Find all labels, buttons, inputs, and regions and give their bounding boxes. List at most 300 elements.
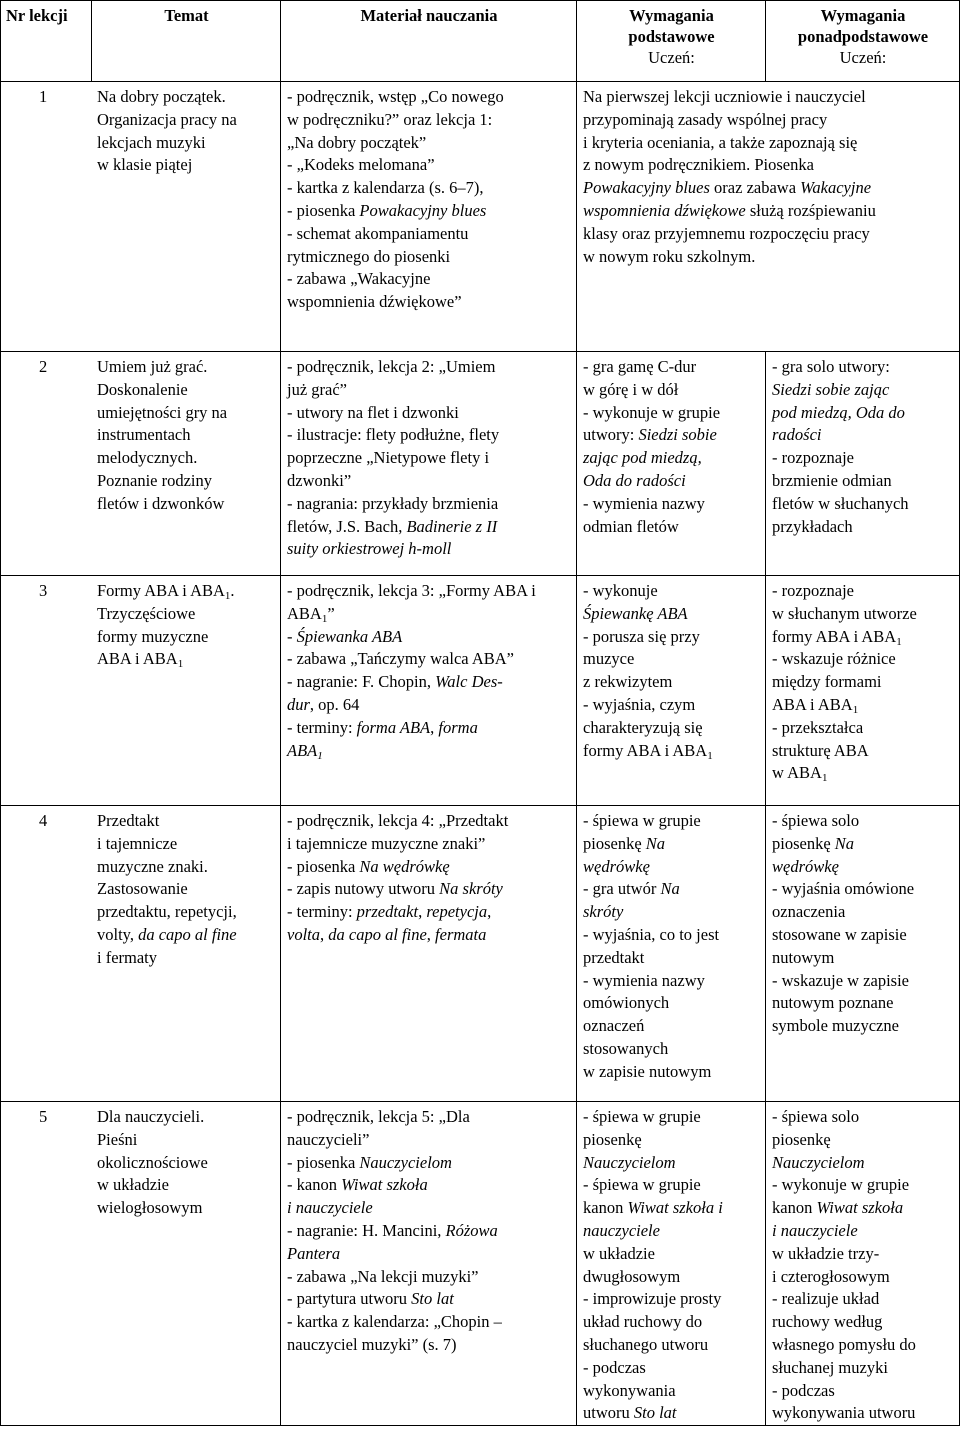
text-run: volta [287, 924, 320, 944]
text-line [772, 1266, 955, 1289]
text-run: - realizuje układ [772, 1289, 880, 1309]
lesson-number-cell [1, 82, 281, 352]
text-line [287, 856, 572, 879]
text-line [583, 626, 761, 649]
text-run: przypominają zasady wspólnej pracy [583, 109, 828, 129]
text-run: i kryteria oceniania, a także zapoznają się [583, 132, 858, 152]
text-line [583, 379, 761, 402]
text-run: w nowym roku szkolnym. [583, 246, 756, 266]
text-line [583, 878, 761, 901]
text-run: Różowa [445, 1220, 498, 1240]
text-run: - kartka z kalendarza: „Chopin – [287, 1312, 502, 1332]
text-run: - zabawa „Tańczymy walca ABA” [287, 649, 514, 669]
topic-line: w klasie piątej [97, 155, 193, 175]
text-run: nauczycieli” [287, 1129, 370, 1149]
text-run: w układzie trzy- [772, 1243, 880, 1263]
text-run: zając pod miedzą, [583, 448, 702, 468]
text-line [772, 833, 955, 856]
text-line [583, 833, 761, 856]
text-run: Sto lat [633, 1403, 677, 1423]
text-run: , [426, 924, 436, 944]
lesson-number: 4 [39, 811, 48, 830]
text-run: utwory: [583, 425, 639, 445]
text-line [583, 810, 761, 833]
text-line [583, 1174, 761, 1197]
text-run: - „Kodeks melomana” [287, 155, 435, 175]
text-line [772, 924, 955, 947]
text-run: - śpiewa solo [772, 811, 860, 830]
text-run: - nagranie: F. Chopin, [287, 672, 436, 692]
text-line [772, 992, 955, 1015]
text-run: dwugłosowym [583, 1266, 681, 1286]
text-run: muzyce [583, 649, 635, 669]
text-line [772, 717, 955, 740]
text-line [772, 580, 955, 603]
text-line [287, 268, 572, 291]
text-run: Na [645, 833, 666, 853]
text-run: Na [834, 833, 855, 853]
text-line [772, 447, 955, 470]
text-run: - terminy: [287, 902, 357, 922]
text-line [772, 1152, 955, 1175]
lesson-number-cell [1, 352, 281, 576]
topic-line: Doskonalenie [97, 379, 188, 399]
text-run: Oda do radości [583, 470, 686, 490]
topic-line: Poznanie rodziny [97, 470, 213, 490]
text-run: utworu [583, 1403, 634, 1423]
text-run: - piosenka [287, 200, 360, 220]
topic-line: przedtaktu, repetycji, [97, 902, 237, 922]
text-line [583, 86, 955, 109]
text-run: wędrówkę [583, 856, 650, 876]
text-run: Siedzi sobie [638, 425, 717, 445]
text-run: w podręczniku?” oraz lekcja 1: [287, 109, 493, 129]
topic-line: volty, da capo al fine [97, 924, 237, 944]
requirements-basic-cell [577, 576, 766, 806]
text-run: 1 [317, 749, 323, 762]
text-run: - piosenka [287, 856, 360, 876]
text-run: - śpiewa w grupie [583, 1175, 701, 1195]
text-line [583, 402, 761, 425]
text-line [583, 1197, 761, 1220]
text-run: odmian fletów [583, 516, 679, 536]
text-line [772, 379, 955, 402]
lesson-row [1, 352, 960, 576]
text-run: układ ruchowy do [583, 1312, 703, 1332]
header-row [1, 1, 960, 82]
lesson-topic [97, 356, 227, 516]
topic-line: i tajemnicze [97, 833, 178, 853]
text-line [583, 947, 761, 970]
text-run: wspomnienia dźwiękowe [583, 200, 746, 220]
text-line [287, 493, 572, 516]
topic-line: instrumentach [97, 425, 191, 445]
text-run: , [430, 717, 439, 737]
text-run: skróty [583, 902, 624, 922]
text-run: symbole muzyczne [772, 1016, 899, 1036]
text-run: nauczyciel muzyki” (s. 7) [287, 1334, 457, 1354]
text-line [287, 1220, 572, 1243]
text-line [583, 424, 761, 447]
text-line [583, 1220, 761, 1243]
text-line [287, 603, 572, 626]
requirements-merged-cell [577, 82, 960, 352]
text-run: nutowym poznane [772, 993, 894, 1013]
topic-line: i fermaty [97, 947, 158, 967]
text-run: Na skróty [439, 879, 503, 899]
text-run: kanon [583, 1198, 628, 1218]
text-line [772, 762, 955, 785]
text-line [772, 856, 955, 879]
text-line [772, 402, 955, 425]
text-run: - piosenka [287, 1152, 360, 1172]
lesson-number: 5 [39, 1107, 48, 1126]
text-line [583, 1311, 761, 1334]
text-run: Na [660, 879, 680, 899]
text-line [583, 1015, 761, 1038]
text-line [583, 648, 761, 671]
text-line [287, 402, 572, 425]
text-line [772, 603, 955, 626]
text-line [287, 694, 572, 717]
text-line [583, 1380, 761, 1403]
text-line [583, 671, 761, 694]
lesson-rows [1, 82, 960, 1426]
topic-line: Zastosowanie [97, 879, 188, 899]
text-line [583, 177, 955, 200]
text-run: Sto lat [411, 1289, 454, 1309]
header-nr: Nr lekcji [1, 1, 92, 82]
lesson-topic [97, 810, 237, 970]
text-run: Wiwat szkoła [341, 1175, 428, 1195]
text-run: oznaczenia [772, 902, 846, 922]
text-run: charakteryzują się [583, 717, 703, 737]
topic-line: Trzyczęściowe [97, 603, 196, 623]
text-run: Nauczycielom [359, 1152, 452, 1172]
text-run: - wykonuje w grupie [772, 1175, 910, 1195]
text-run: - terminy: [287, 717, 357, 737]
text-run: stosowanych [583, 1038, 669, 1058]
topic-line: Pieśni [97, 1129, 138, 1149]
requirements-basic-cell [577, 1102, 766, 1426]
text-line [772, 424, 955, 447]
lesson-number: 2 [39, 357, 48, 376]
text-line [583, 154, 955, 177]
text-run: - wyjaśnia, co to jest [583, 924, 720, 944]
text-line [772, 970, 955, 993]
text-line [583, 200, 955, 223]
text-run: 1 [896, 635, 902, 648]
text-run: z rekwizytem [583, 672, 673, 692]
text-run: fletów w słuchanych [772, 493, 909, 513]
lesson-number: 1 [39, 87, 48, 106]
lesson-number: 3 [39, 581, 48, 600]
text-run: wspomnienia dźwiękowe” [287, 292, 462, 312]
text-line [772, 356, 955, 379]
text-run: Badinerie z II [406, 516, 498, 536]
text-run: 1 [852, 703, 859, 716]
text-run: Śpiewankę ABA [583, 603, 688, 623]
text-run: - zabawa „Wakacyjne [287, 269, 431, 289]
text-line [772, 901, 955, 924]
text-run: kanon [772, 1198, 817, 1218]
text-run: wykonywania utworu [772, 1403, 916, 1423]
text-run: stosowane w zapisie [772, 924, 907, 944]
text-run: dzwonki” [287, 470, 352, 490]
text-line [287, 740, 572, 763]
text-line [287, 717, 572, 740]
text-line [583, 856, 761, 879]
topic-line: okolicznościowe [97, 1152, 208, 1172]
text-line [583, 132, 955, 155]
text-run: - przekształca [772, 717, 864, 737]
text-line [287, 223, 572, 246]
text-line [772, 1357, 955, 1380]
text-line [583, 603, 761, 626]
text-line [287, 132, 572, 155]
text-run: - wykonuje [583, 581, 658, 600]
material-cell [281, 1102, 577, 1426]
text-run: Pantera [287, 1243, 341, 1263]
text-run: przedtakt [583, 947, 645, 967]
text-run: formy ABA i ABA [772, 626, 897, 646]
text-run: - rozpoznaje [772, 448, 854, 468]
topic-line: Dla nauczycieli. [97, 1107, 205, 1126]
text-run: słuchanej muzyki [772, 1357, 888, 1377]
text-run: - podczas [772, 1380, 835, 1400]
text-line [583, 1402, 761, 1425]
text-run: - śpiewa w grupie [583, 1107, 701, 1126]
text-line [772, 1174, 955, 1197]
text-line [583, 109, 955, 132]
header-material: Materiał nauczania [281, 1, 577, 82]
text-run: , [320, 924, 329, 944]
text-line [287, 177, 572, 200]
text-run: , op. 64 [309, 694, 360, 714]
topic-line: formy muzyczne [97, 626, 209, 646]
text-run: 1 [821, 772, 828, 785]
text-run: - podręcznik, lekcja 3: „Formy ABA i [287, 581, 536, 600]
text-line [583, 356, 761, 379]
text-run: Śpiewanka ABA [296, 626, 403, 646]
requirements-advanced-cell [766, 806, 960, 1102]
topic-line: Przedtakt [97, 811, 160, 830]
text-line [287, 1243, 572, 1266]
topic-line: Umiem już grać. [97, 357, 208, 376]
text-line [287, 356, 572, 379]
text-run: poprzeczne „Nietypowe flety i [287, 448, 490, 468]
text-line [287, 901, 572, 924]
text-line [772, 1220, 955, 1243]
text-line [772, 626, 955, 649]
text-line [772, 1288, 955, 1311]
text-line [583, 223, 955, 246]
text-run: i nauczyciele [772, 1220, 858, 1240]
lesson-number-cell [1, 576, 281, 806]
text-run: piosenkę [772, 1129, 831, 1149]
text-line [583, 246, 955, 269]
text-line [772, 470, 955, 493]
text-run: - kanon [287, 1175, 342, 1195]
text-run: - kartka z kalendarza (s. 6–7), [287, 178, 484, 198]
text-run: przykładach [772, 516, 853, 536]
text-run: wędrówkę [772, 856, 839, 876]
text-run: da capo al fine [328, 924, 427, 944]
topic-line: ABA i $ABA_1$ [97, 649, 184, 671]
text-run: - porusza się przy [583, 626, 700, 646]
text-run: z nowym podręcznikiem. Piosenka [583, 155, 814, 175]
text-run: słuchanego utworu [583, 1334, 709, 1354]
text-run: , [418, 902, 427, 922]
text-line [772, 947, 955, 970]
text-run: Na pierwszej lekcji uczniowie i nauczyciel [583, 87, 866, 106]
text-line [287, 470, 572, 493]
text-run: strukturę ABA [772, 740, 869, 760]
text-line [287, 109, 572, 132]
lesson-row [1, 806, 960, 1102]
text-line [772, 1015, 955, 1038]
text-line [287, 291, 572, 314]
text-run: i tajemnicze muzyczne znaki” [287, 833, 486, 853]
text-line [287, 1288, 572, 1311]
text-line [287, 1106, 572, 1129]
text-run: już grać” [287, 379, 347, 399]
requirements-basic-cell [577, 806, 766, 1102]
text-run: - podręcznik, lekcja 4: „Przedtakt [287, 811, 509, 830]
lesson-topic [97, 1106, 208, 1220]
text-run: Walc Des- [435, 672, 503, 692]
text-run: piosenkę [583, 833, 646, 853]
text-line [583, 1152, 761, 1175]
text-run: - improwizuje prosty [583, 1289, 722, 1309]
text-run: - rozpoznaje [772, 581, 854, 600]
text-run: - wskazuje różnice [772, 649, 896, 669]
text-line [583, 1038, 761, 1061]
lesson-number-cell [1, 806, 281, 1102]
requirements-advanced-cell [766, 576, 960, 806]
text-run: - wskazuje w zapisie [772, 970, 909, 990]
text-line [583, 1061, 761, 1084]
text-line [287, 648, 572, 671]
text-run: oraz zabawa [709, 178, 801, 198]
text-run: Wakacyjne [800, 178, 872, 198]
text-line [583, 740, 761, 763]
text-line [583, 1334, 761, 1357]
text-line [287, 1129, 572, 1152]
requirements-advanced-cell [766, 352, 960, 576]
text-run: - schemat akompaniamentu [287, 223, 469, 243]
text-run: forma ABA [356, 717, 431, 737]
text-run: Nauczycielom [583, 1152, 676, 1172]
material-cell [281, 352, 577, 576]
text-line [583, 516, 761, 539]
topic-line: w układzie [97, 1175, 169, 1195]
text-run: nauczyciele [583, 1220, 660, 1240]
text-run: w ABA [772, 763, 822, 783]
text-run: forma [438, 717, 478, 737]
material-cell [281, 806, 577, 1102]
text-run: 1 [707, 749, 713, 762]
text-run: ruchowy według [772, 1312, 883, 1332]
text-line [287, 154, 572, 177]
text-run: - utwory na flet i dzwonki [287, 402, 459, 422]
text-line [583, 694, 761, 717]
text-run: , [487, 902, 492, 922]
text-run: Wiwat szkoła [816, 1198, 904, 1218]
text-line [287, 626, 572, 649]
text-run: brzmienie odmian [772, 470, 892, 490]
text-run: klasy oraz przyjemnemu rozpoczęciu pracy [583, 223, 870, 243]
text-run: wykonywania [583, 1380, 676, 1400]
text-run: między formami [772, 672, 882, 692]
text-run: w słuchanym utworze [772, 603, 917, 623]
text-run: formy ABA i ABA [583, 740, 708, 760]
text-line [772, 1402, 955, 1425]
text-line [583, 470, 761, 493]
text-line [287, 538, 572, 561]
lesson-topic [97, 86, 237, 177]
text-run: własnego pomysłu do [772, 1334, 916, 1354]
text-line [287, 1174, 572, 1197]
text-run: Nauczycielom [772, 1152, 865, 1172]
text-line [772, 1334, 955, 1357]
text-run: suity orkiestrowej h-moll [287, 539, 452, 559]
material-cell [281, 82, 577, 352]
text-run: pod miedzą, Oda do [772, 402, 905, 422]
text-line [772, 671, 955, 694]
text-run: - wyjaśnia, czym [583, 694, 696, 714]
text-line [583, 924, 761, 947]
text-line [772, 648, 955, 671]
text-line [583, 717, 761, 740]
requirements-advanced-cell [766, 1102, 960, 1426]
topic-line: Organizacja pracy na [97, 109, 237, 129]
text-line [287, 1334, 572, 1357]
text-run: przedtakt [356, 902, 419, 922]
lesson-topic [97, 580, 235, 671]
text-run: - zapis nutowy utworu [287, 879, 440, 899]
text-line [772, 1243, 955, 1266]
text-run: - podczas [583, 1357, 646, 1377]
text-run: ABA i ABA [772, 694, 853, 714]
text-run: w zapisie nutowym [583, 1061, 712, 1081]
lesson-row [1, 1102, 960, 1426]
material-cell [281, 576, 577, 806]
text-run: 1 [321, 612, 328, 625]
text-run: w górę i w dół [583, 379, 679, 399]
text-line [772, 1129, 955, 1152]
text-run: - podręcznik, lekcja 2: „Umiem [287, 357, 496, 376]
text-line [772, 740, 955, 763]
text-run: - gra solo utwory: [772, 357, 890, 376]
text-run: - śpiewa w grupie [583, 811, 701, 830]
text-line [583, 1129, 761, 1152]
text-run: - podręcznik, wstęp „Co nowego [287, 87, 504, 106]
text-line [287, 833, 572, 856]
lesson-row [1, 576, 960, 806]
text-line [583, 1266, 761, 1289]
text-line [287, 86, 572, 109]
text-run: Wiwat szkoła i [627, 1198, 723, 1218]
text-run: - wymienia nazwy [583, 493, 705, 513]
text-line [772, 810, 955, 833]
topic-line: umiejętności gry na [97, 402, 228, 422]
text-run: piosenkę [583, 1129, 642, 1149]
text-run: - partytura utworu [287, 1289, 412, 1309]
text-line [772, 1197, 955, 1220]
text-run: - wymienia nazwy [583, 970, 705, 990]
text-line [583, 901, 761, 924]
